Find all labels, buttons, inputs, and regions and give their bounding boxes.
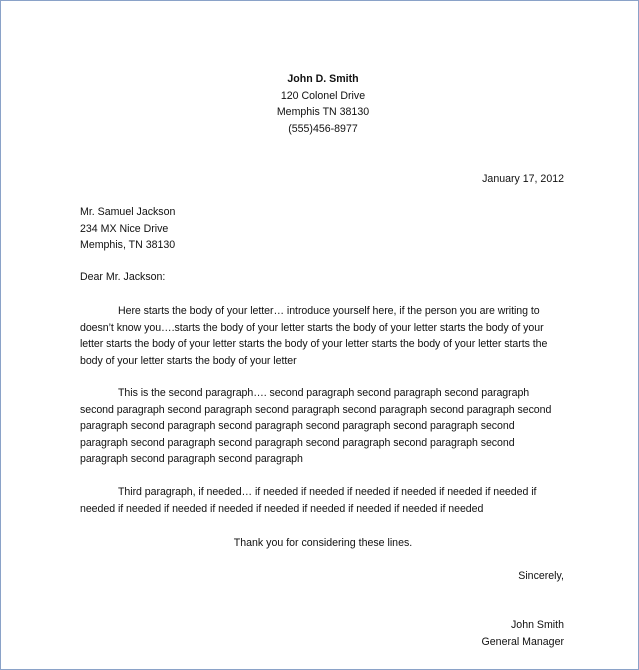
recipient-block bbox=[80, 204, 175, 254]
body-paragraph-3: Third paragraph, if needed… if needed if needed if needed if needed if needed if needed if needed if needed if needed if needed if needed if needed if needed if needed if needed bbox=[80, 486, 537, 515]
recipient-name: Mr. Samuel Jackson bbox=[80, 206, 176, 218]
body-paragraph-1: Here starts the body of your letter… introduce yourself here, if the person you are writing to doesn’t know you….starts the body of your letter starts the body of your letter starts the body of your letter starts the body of your letter starts the body of your letter starts the body of your letter starts the body of your letter starts the body of your letter bbox=[80, 305, 548, 367]
body-paragraph-2: This is the second paragraph…. second paragraph second paragraph second paragraph second paragraph second paragraph second paragraph second paragraph second paragraph second paragraph second paragraph second paragraph second paragraph second paragraph second paragraph second paragraph second paragraph second paragraph second paragraph second paragraph second paragraph second paragraph bbox=[80, 387, 552, 465]
thanks-line: Thank you for considering these lines. bbox=[233, 537, 413, 549]
sender-block bbox=[80, 71, 566, 137]
sender-address-line2: Memphis TN 38130 bbox=[276, 106, 370, 118]
salutation: Dear Mr. Jackson: bbox=[80, 271, 166, 283]
sender-name: John D. Smith bbox=[287, 73, 359, 85]
recipient-address-line1: 234 MX Nice Drive bbox=[80, 222, 169, 235]
sender-phone: (555)456-8977 bbox=[288, 122, 358, 135]
signature-name: John Smith bbox=[511, 619, 564, 631]
signature-block bbox=[482, 617, 564, 650]
letter-date: January 17, 2012 bbox=[482, 173, 564, 185]
sender-address-line1: 120 Colonel Drive bbox=[280, 89, 366, 102]
recipient-address-line2: Memphis, TN 38130 bbox=[80, 239, 176, 251]
signature-title: General Manager bbox=[481, 635, 564, 648]
closing: Sincerely, bbox=[518, 570, 564, 582]
